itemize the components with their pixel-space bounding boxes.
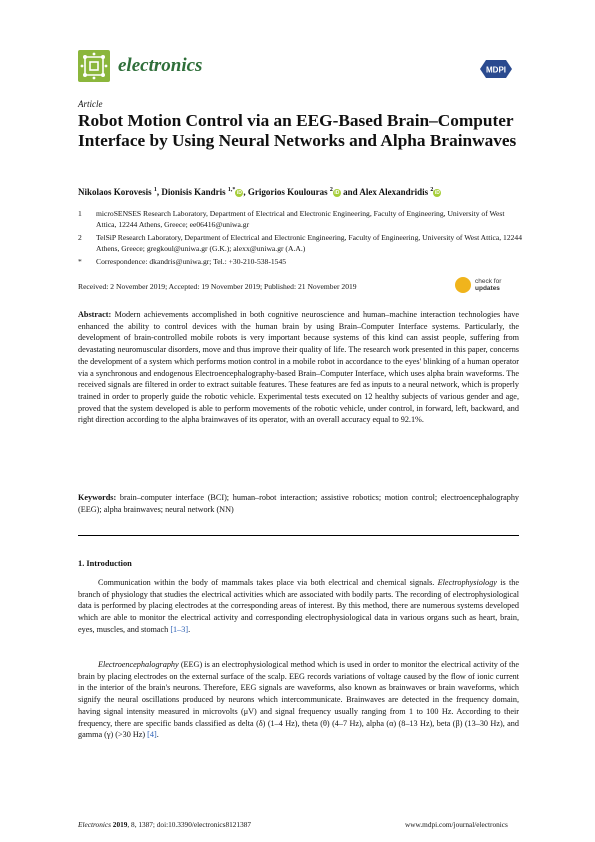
- keywords: [78, 492, 519, 515]
- footer-doi: , 8, 1387; doi:10.3390/electronics8121387: [127, 820, 252, 829]
- section-heading: 1. Introduction: [78, 559, 132, 568]
- mdpi-text: MDPI: [486, 65, 506, 75]
- citation-link[interactable]: [4]: [147, 730, 157, 740]
- journal-logo: [78, 50, 110, 82]
- affiliation-text: TelSiP Research Laboratory, Department of Electrical and Electronic Engineering, Faculty of Engineering, University of West Attica, 12244 Athens, Greece; gregkoul@uniwa.gr (G.K.); alexx@uniwa.gr (A.A.): [96, 233, 523, 253]
- abstract-text: Modern achievements accomplished in both cognitive neuroscience and human–machine interaction technologies have enhanced the ability to control devices with the human brain by using Brain–Computer Interface systems. Particularly, the development of brain-controlled mobile robots is very important because systems of this kind can assist people, suffering from devastating neuromuscular disorders, move and thus improve their quality of life. The research work presented in this paper, concerns the development of a system which performs motion control in a mobile robot in accordance to the eyes' blinking of a human operator via a synchronous and endogenous Electroencephalography-based Brain–Computer Interface, which uses alpha brain waveforms. The received signals are filtered in order to extract suitable features. These features are fed as inputs to a neural network, which is properly trained in order to properly guide the robotic vehicle. Experimental tests executed on 12 healthy subjects of various gender and age, proved that the system developed is able to perform movements of the robotic vehicle, under control, in forward, left, backward, and right direction according to the alpha brainwaves of its operator, with an overall accuracy equal to 92.1%.: [78, 310, 519, 425]
- footer-year: 2019: [112, 820, 128, 829]
- affiliation-1: [78, 208, 523, 230]
- affiliation-mark: 2: [78, 233, 82, 242]
- author-name: Nikolaos Korovesis: [78, 187, 154, 197]
- author-name: Grigorios Koulouras: [247, 187, 330, 197]
- citation-link[interactable]: [1–3]: [170, 624, 189, 634]
- footer-url[interactable]: www.mdpi.com/journal/electronics: [405, 820, 508, 829]
- p1-text-c: is the branch of physiology that studies the electrical activities which are associated with bodily parts. The recording of electrophysiological data is performed by placing electrodes at the corresponding areas of interest. By this method, there are numerous systems developed which are able to monitor the electrical activity and corresponding electrophysiological data in various organs such as heart, brain, eyes, muscles, and stomach: [78, 578, 519, 634]
- affiliation-mark: *: [78, 257, 82, 266]
- author-affiliation-sup: 1,*: [227, 187, 236, 193]
- check-for-updates-badge[interactable]: [455, 276, 525, 294]
- affiliation-text: microSENSES Research Laboratory, Department of Electrical and Electronic Engineering, Faculty of Engineering, University of West Attica, 12244 Athens, Greece; ee06416@uniwa.gr: [96, 209, 505, 229]
- author-separator: and: [340, 187, 360, 197]
- affiliation-2: [78, 232, 523, 254]
- orcid-icon[interactable]: iD: [236, 189, 242, 196]
- author-separator: ,: [156, 187, 162, 197]
- affiliation-text: Correspondence: dkandris@uniwa.gr; Tel.: +30-210-538-1545: [96, 257, 287, 266]
- journal-name: electronics: [118, 55, 203, 76]
- p2-text: (EEG) is an electrophysiological method which is used in order to monitor the electrical activity of the brain by placing electrodes on the external surface of the scalp. EEG records variations of voltage caused by the flow of ionic current in the interior of the brain's neurons. Therefore, EEG signals are waveforms, also known as brainwaves or brain waveforms, which signify the neural oscillations produced by neurons which intercommunicate. Brainwaves are detected in the frequency domain, having signal intensity measured in microvolts (μV) and signal frequency usually ranging from 1 to 100 Hz. According to their frequency, there are specific bands classified as delta (δ) (1–4 Hz), theta (θ) (4–7 Hz), alpha (α) (8–13 Hz), beta (β) (13–30 Hz), and gamma (γ) (>30 Hz): [78, 660, 520, 740]
- p1-term: Electrophysiology: [437, 578, 497, 587]
- correspondence: [78, 256, 523, 267]
- intro-paragraph-2: Electroencephalography (EEG) is an electrophysiological method which is used in order to monitor the electrical activity of the brain by placing electrodes on the external surface of the scalp. EEG records variations of voltage caused by the flow of ionic current in the interior of the brain's neurons. Therefore, EEG signals are waveforms, also known as brainwaves or brain waveforms, which signify the neural oscillations produced by neurons which intercommunicate. Brainwaves are detected in the frequency domain, having signal intensity measured in microvolts (μV) and signal frequency usually ranging from 1 to 100 Hz. According to their frequency, there are specific bands classified as delta (δ) (1–4 Hz), theta (θ) (4–7 Hz), alpha (α) (8–13 Hz), beta (β) (13–30 Hz), and gamma (γ) (>30 Hz) [4].: [78, 660, 520, 740]
- footer-journal: Electronics: [78, 820, 111, 829]
- mdpi-logo: [478, 58, 514, 80]
- footer-citation: [78, 820, 251, 829]
- check-updates-icon: [455, 277, 471, 293]
- abstract: [78, 309, 519, 426]
- keywords-text: brain–computer interface (BCI); human–robot interaction; assistive robotics; motion control; electroencephalography (EEG); alpha brainwaves; neural network (NN): [78, 493, 520, 514]
- check-updates-line1: check for: [475, 278, 502, 285]
- page-title: Robot Motion Control via an EEG-Based Brain–Computer Interface by Using Neural Networks and Alpha Brainwaves: [78, 111, 517, 150]
- orcid-icon[interactable]: iD: [334, 189, 340, 196]
- author-list: [78, 187, 441, 197]
- affiliation-mark: 1: [78, 209, 82, 218]
- author-affiliation-sup: 2: [329, 187, 333, 193]
- author-name: Dionisis Kandris: [161, 187, 228, 197]
- author-separator: ,: [243, 187, 248, 197]
- author-affiliation-sup: 1: [153, 187, 157, 193]
- author-name: Alex Alexandridis: [359, 187, 431, 197]
- publication-dates: Received: 2 November 2019; Accepted: 19 November 2019; Published: 21 November 2019: [78, 282, 357, 291]
- author-affiliation-sup: 2: [430, 187, 434, 193]
- p1-text-a: Communication within the body of mammals takes place via both electrical and chemical signals.: [98, 578, 435, 587]
- abstract-label: Abstract:: [78, 310, 112, 319]
- keywords-label: Keywords:: [78, 493, 117, 502]
- orcid-icon[interactable]: iD: [434, 189, 440, 196]
- article-type: Article: [78, 99, 103, 109]
- intro-paragraph-1: Communication within the body of mammals takes place via both electrical and chemical signals. Electrophysiology is the branch of physiology that studies the electrical activities which are associated with bodily parts. The recording of electrophysiological data is performed by placing electrodes at the corresponding areas of interest. By this method, there are numerous systems developed which are able to monitor the electrical activity and corresponding electrophysiological data in various organs such as heart, brain, eyes, muscles, and stomach [1–3].: [78, 578, 519, 634]
- section-divider: [78, 535, 519, 536]
- p2-term: Electroencephalography: [98, 660, 179, 669]
- check-updates-line2: updates: [475, 285, 500, 292]
